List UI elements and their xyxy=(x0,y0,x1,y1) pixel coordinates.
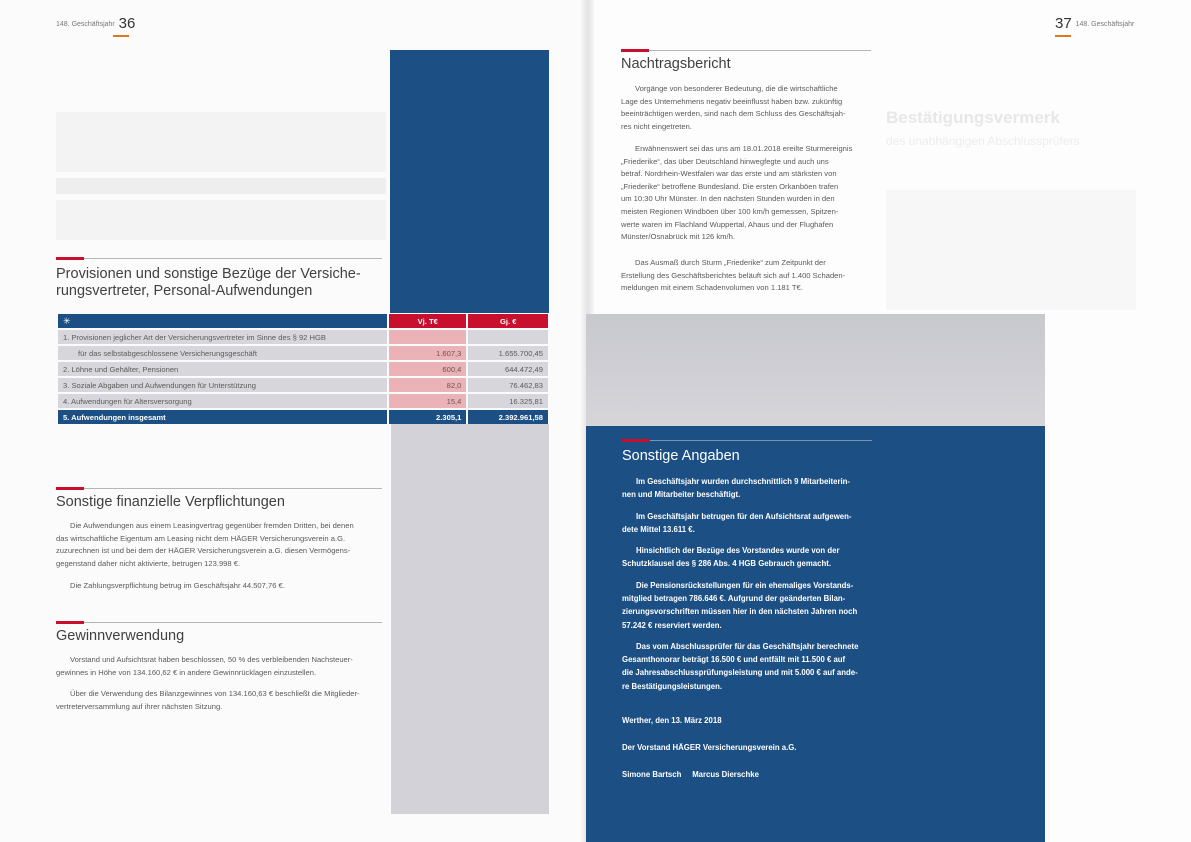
paragraph-line: res nicht eingetreten. xyxy=(621,121,692,131)
section-title-gewinnverwendung: Gewinnverwendung xyxy=(56,628,185,644)
paragraph-gewinn-2 xyxy=(56,688,386,713)
paragraph-line: Münster/Osnabrück mit 126 km/h. xyxy=(621,232,735,242)
row-previous-year: 600,4 xyxy=(389,362,466,376)
paragraph-line: Über die Verwendung des Bilanzgewinnes von 134.160,63 € beschließt die Mitglieder- xyxy=(70,689,360,698)
grey-band-decoration xyxy=(586,314,1045,426)
table-row xyxy=(58,378,548,392)
table-row xyxy=(58,394,548,408)
grey-column-decoration xyxy=(391,424,549,814)
paragraph-line: Das Ausmaß durch Sturm „Friederike“ zum Zeitpunkt der xyxy=(635,258,826,267)
show-through-block xyxy=(56,178,386,194)
paragraph-nachtrag-2 xyxy=(621,143,876,244)
row-label: 4. Aufwendungen für Altersversorgung xyxy=(58,394,387,408)
section-rule xyxy=(56,258,382,259)
paragraph-line: 57.242 € reserviert werden. xyxy=(622,620,722,630)
paragraph-line: nen und Mitarbeiter beschäftigt. xyxy=(622,490,741,500)
paragraph-zahlungsverpflichtung: Die Zahlungsverpflichtung betrug im Geschäftsjahr 44.507,76 €. xyxy=(70,581,285,590)
folio-accent-line xyxy=(1055,35,1071,37)
section-title-nachtragsbericht: Nachtragsbericht xyxy=(621,56,731,72)
show-through-block xyxy=(56,200,386,240)
paragraph-line: Im Geschäftsjahr betrugen für den Aufsichtsrat aufgewen- xyxy=(636,512,852,521)
blue-column-decoration xyxy=(390,50,549,313)
paragraph-line: „Friederike“, das über Deutschland hinwegfegte und auch uns xyxy=(621,156,829,166)
section-rule xyxy=(621,50,871,51)
paragraph-line: Vorstand und Aufsichtsrat haben beschlossen, 50 % des verbleibenden Nachsteuer- xyxy=(70,655,353,664)
row-current-year: 76.462,83 xyxy=(468,378,548,392)
paragraph-line: dete Mittel 13.611 €. xyxy=(622,525,695,535)
paragraph-line: Lage des Unternehmens negativ beeinflusst haben bzw. zukünftig xyxy=(621,96,843,106)
row-current-year xyxy=(468,330,548,344)
paragraph-line: Das vom Abschlussprüfer für das Geschäftsjahr berechnete xyxy=(636,642,859,651)
paragraph-line: vertreterversammlung auf ihrer nächsten Sitzung. xyxy=(56,701,223,711)
page-number: 37 xyxy=(1055,15,1072,32)
paragraph-line: re Bestätigungsleistungen. xyxy=(622,681,723,691)
paragraph-line: meldungen mit einem Schadenvolumen von 1.181 T€. xyxy=(621,283,803,293)
expenses-table xyxy=(56,312,550,426)
paragraph-sonstige-1 xyxy=(622,475,877,501)
table-header-blank xyxy=(58,314,387,328)
section-title-sonstige-angaben: Sonstige Angaben xyxy=(622,448,740,464)
paragraph-line: Erwähnenswert sei das uns am 18.01.2018 ereilte Sturmereignis xyxy=(635,144,853,153)
paragraph-line: zierungsvorschriften müssen hier in den nächsten Jahren noch xyxy=(622,607,858,617)
show-through-block xyxy=(886,190,1136,310)
table-row xyxy=(58,346,548,360)
paragraph-line: „Friederike“ betroffene Bundesland. Die ersten Orkanböen trafen xyxy=(621,181,839,191)
paragraph-line: Erstellung des Geschäftsberichtes beläuft sich auf 1.400 Schaden- xyxy=(621,270,846,280)
table-row xyxy=(58,330,548,344)
section-rule-accent xyxy=(56,487,84,490)
paragraph-line: zuzurechnen ist und bei dem der HÄGER Versicherungsverein a.G. diesen Vermögens- xyxy=(56,546,351,556)
folio-accent-line xyxy=(113,35,129,37)
paragraph-line: Hinsichtlich der Bezüge des Vorstandes wurde von der xyxy=(636,546,840,555)
section-rule xyxy=(56,488,382,489)
show-through-subheading: des unabhängigen Abschlussprüfers xyxy=(886,134,1080,148)
table-total-row xyxy=(58,410,548,424)
right-folio xyxy=(1055,15,1134,32)
row-previous-year: 1.607,3 xyxy=(389,346,466,360)
paragraph-leasing xyxy=(56,520,386,570)
paragraph-sonstige-5 xyxy=(622,640,877,693)
paragraph-nachtrag-1 xyxy=(621,83,876,133)
paragraph-line: Gesamthonorar beträgt 16.500 € und entfällt mit 11.500 € auf xyxy=(622,655,846,665)
row-label: 3. Soziale Abgaben und Aufwendungen für Unterstützung xyxy=(58,378,387,392)
section-rule-accent xyxy=(56,257,84,260)
paragraph-line: um 10:30 Uhr Münster. In den nächsten Stunden wurden in den xyxy=(621,194,835,204)
title-line: Provisionen und sonstige Bezüge der Versiche- xyxy=(56,266,361,282)
paragraph-sonstige-3 xyxy=(622,544,877,570)
total-current-year: 2.392.961,58 xyxy=(468,410,548,424)
row-previous-year: 15,4 xyxy=(389,394,466,408)
paragraph-line: Die Aufwendungen aus einem Leasingvertrag gegenüber fremden Dritten, bei denen xyxy=(70,521,354,530)
section-rule xyxy=(622,440,872,441)
row-label: 2. Löhne und Gehälter, Pensionen xyxy=(58,362,387,376)
paragraph-line: das wirtschaftliche Eigentum am Leasing nicht dem HÄGER Versicherungsverein a.G. xyxy=(56,533,346,543)
section-title-provisionen xyxy=(56,266,386,300)
row-previous-year: 82,0 xyxy=(389,378,466,392)
section-rule-accent xyxy=(56,621,84,624)
header-current-year: Gj. € xyxy=(468,314,548,328)
total-label: 5. Aufwendungen insgesamt xyxy=(58,410,387,424)
folio-label: 148. Geschäftsjahr xyxy=(56,21,115,28)
place-date: Werther, den 13. März 2018 xyxy=(622,716,722,725)
row-current-year: 16.325,81 xyxy=(468,394,548,408)
paragraph-nachtrag-3 xyxy=(621,257,876,295)
paragraph-line: Im Geschäftsjahr wurden durchschnittlich 9 Mitarbeiterin- xyxy=(636,477,851,486)
folio-label: 148. Geschäftsjahr xyxy=(1075,21,1135,28)
table-row xyxy=(58,362,548,376)
page-number: 36 xyxy=(118,15,136,32)
signatories: Simone Bartsch Marcus Dierschke xyxy=(622,770,759,779)
section-rule xyxy=(56,622,382,623)
paragraph-gewinn-1 xyxy=(56,654,386,679)
paragraph-line: Schutzklausel des § 286 Abs. 4 HGB Gebrauch gemacht. xyxy=(622,559,832,569)
section-title-verpflichtungen: Sonstige finanzielle Verpflichtungen xyxy=(56,494,285,510)
section-rule-accent xyxy=(621,49,649,52)
row-current-year: 644.472,49 xyxy=(468,362,548,376)
paragraph-line: meisten Regionen Windböen über 100 km/h gemessen, Spitzen- xyxy=(621,206,839,216)
total-previous-year: 2.305,1 xyxy=(389,410,466,424)
row-label: für das selbstabgeschlossene Versicherungsgeschäft xyxy=(58,346,387,360)
row-current-year: 1.655.700,45 xyxy=(468,346,548,360)
row-label: 1. Provisionen jeglicher Art der Versicherungsvertreter im Sinne des § 92 HGB xyxy=(58,330,387,344)
paragraph-line: beeinträchtigen werden, sind nach dem Schluss des Geschäftsjah- xyxy=(621,109,846,119)
paragraph-line: Vorgänge von besonderer Bedeutung, die die wirtschaftliche xyxy=(635,84,838,93)
board-line: Der Vorstand HÄGER Versicherungsverein a.G. xyxy=(622,743,797,752)
table-header-row xyxy=(58,314,548,328)
title-line: rungsvertreter, Personal-Aufwendungen xyxy=(56,283,313,299)
row-previous-year xyxy=(389,330,466,344)
paragraph-line: mitglied betragen 786.646 €. Aufgrund der geänderten Bilan- xyxy=(622,594,846,604)
paragraph-sonstige-4 xyxy=(622,579,877,632)
paragraph-line: gegenstand daher nicht aktivierte, betrugen 123.998 €. xyxy=(56,558,241,568)
star-icon: ✳ xyxy=(63,315,71,326)
paragraph-line: gewinnes in Höhe von 134.160,62 € in andere Gewinnrücklagen einzustellen. xyxy=(56,667,317,677)
show-through-block xyxy=(56,112,386,172)
paragraph-line: werte waren im Flachland Wuppertal, Ahaus und der Flughafen xyxy=(621,219,834,229)
paragraph-line: Die Pensionsrückstellungen für ein ehemaliges Vorstands- xyxy=(636,581,854,590)
paragraph-sonstige-2 xyxy=(622,510,877,536)
section-rule-accent xyxy=(622,439,650,442)
paragraph-line: die Jahresabschlussprüfungsleistung und mit 5.000 € auf ande- xyxy=(622,668,858,678)
header-previous-year: Vj. T€ xyxy=(389,314,466,328)
show-through-heading: Bestätigungsvermerk xyxy=(886,108,1060,127)
left-folio xyxy=(56,15,135,32)
paragraph-line: betraf. Nordrhein-Westfalen war das erste und am stärksten von xyxy=(621,169,837,179)
